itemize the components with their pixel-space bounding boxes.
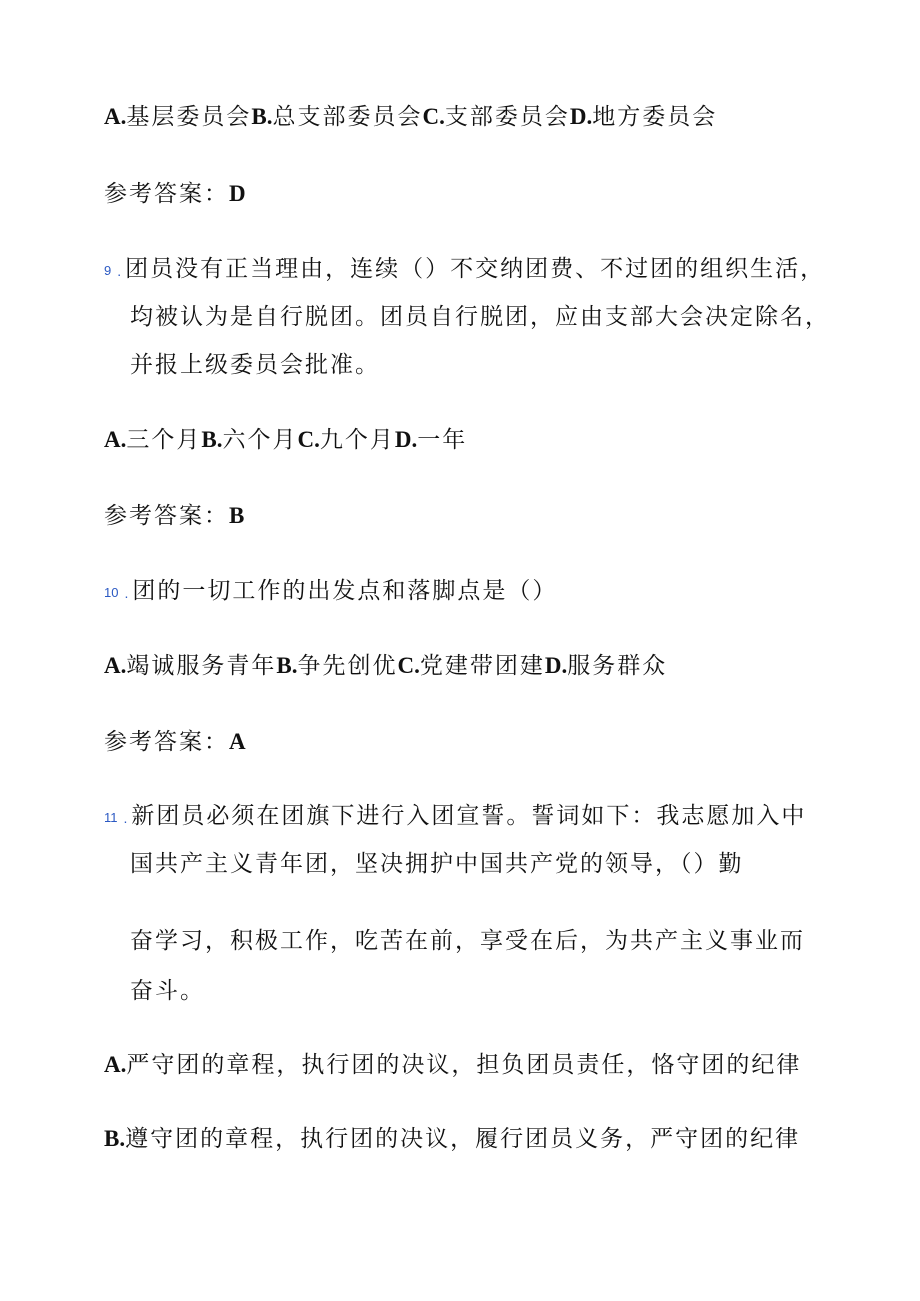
option-line <box>104 651 667 681</box>
question-number: 9 <box>104 263 112 278</box>
option-label: B. <box>251 104 273 129</box>
option-label: A. <box>104 653 127 678</box>
answer-prefix: 参考答案： <box>104 729 229 755</box>
question-text: 均被认为是自行脱团。团员自行脱团，应由支部大会决定除名， <box>130 304 830 330</box>
answer-prefix: 参考答案： <box>104 181 229 207</box>
option-text: 竭诚服务青年 <box>126 653 277 679</box>
option-text: 六个月 <box>222 427 298 453</box>
question-line <box>130 849 744 879</box>
option-label: D. <box>569 104 593 129</box>
option-line <box>104 1050 801 1080</box>
answer-value: B <box>229 503 245 528</box>
question-dot: . <box>117 263 122 279</box>
answer-value: D <box>229 181 246 206</box>
option-line <box>104 425 467 455</box>
question-text: 团的一切工作的出发点和落脚点是（） <box>132 578 558 604</box>
option-text: 一年 <box>417 427 468 453</box>
option-line <box>104 1124 800 1154</box>
option-text: 支部委员会 <box>444 104 570 130</box>
question-text: 新团员必须在团旗下进行入团宣誓。誓词如下：我志愿加入中 <box>131 803 807 829</box>
option-label: C. <box>422 104 445 129</box>
option-text: 基层委员会 <box>126 104 252 130</box>
option-line <box>104 102 717 132</box>
question-line <box>130 926 805 956</box>
option-text: 遵守团的章程，执行团的决议，履行团员义务，严守团的纪律 <box>125 1126 801 1152</box>
answer-line <box>104 727 246 757</box>
option-text: 地方委员会 <box>592 104 718 130</box>
answer-value: A <box>229 729 246 754</box>
question-line <box>130 976 205 1006</box>
option-label: A. <box>104 427 127 452</box>
answer-line <box>104 179 246 209</box>
option-text: 争先创优 <box>297 653 398 679</box>
option-label: B. <box>104 1126 126 1151</box>
question-dot: . <box>123 810 128 826</box>
option-text: 九个月 <box>319 427 395 453</box>
question-line <box>104 801 806 833</box>
option-text: 党建带团建 <box>419 653 545 679</box>
answer-prefix: 参考答案： <box>104 503 229 529</box>
question-text: 奋斗。 <box>130 978 205 1004</box>
question-text: 并报上级委员会批准。 <box>130 352 380 378</box>
option-text: 总支部委员会 <box>272 104 423 130</box>
option-text: 服务群众 <box>567 653 668 679</box>
question-dot: . <box>124 585 129 601</box>
question-line <box>104 254 825 286</box>
option-label: A. <box>104 104 127 129</box>
option-label: C. <box>297 427 320 452</box>
option-label: C. <box>397 653 420 678</box>
option-label: A. <box>104 1052 127 1077</box>
option-label: D. <box>544 653 568 678</box>
question-number: 11 <box>104 810 118 825</box>
option-text: 三个月 <box>126 427 202 453</box>
option-text: 严守团的章程，执行团的决议，担负团员责任，恪守团的纪律 <box>126 1052 802 1078</box>
question-number: 10 <box>104 585 119 600</box>
question-line <box>104 576 557 608</box>
answer-line <box>104 501 244 531</box>
option-label: D. <box>394 427 418 452</box>
question-line <box>130 350 380 380</box>
question-line <box>130 302 830 332</box>
option-label: B. <box>201 427 223 452</box>
question-text: 国共产主义青年团，坚决拥护中国共产党的领导，（）勤 <box>130 851 744 877</box>
question-text: 奋学习，积极工作，吃苦在前，享受在后，为共产主义事业而 <box>130 928 805 954</box>
question-text: 团员没有正当理由，连续（）不交纳团费、不过团的组织生活， <box>125 256 826 282</box>
option-label: B. <box>276 653 298 678</box>
